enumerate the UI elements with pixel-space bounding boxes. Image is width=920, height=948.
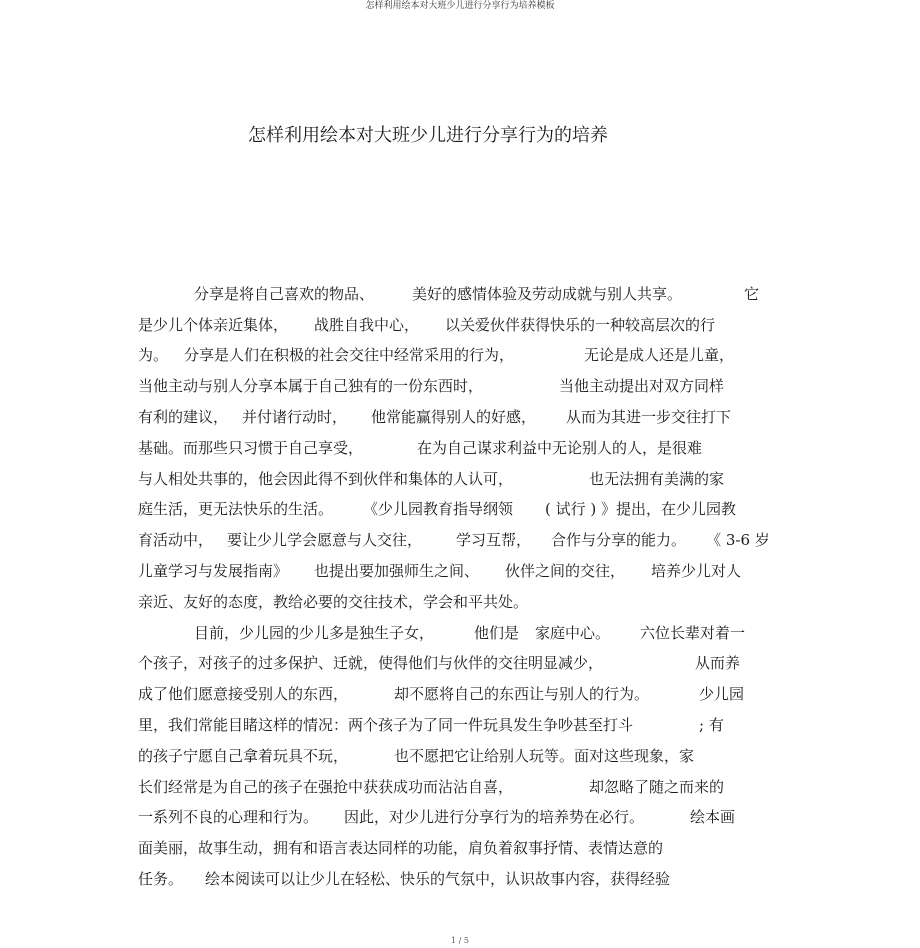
text-segment: 学习互帮，	[456, 531, 532, 550]
text-segment: 无论是成人还是儿童，	[584, 346, 735, 365]
document-title: 怎样利用绘本对大班少儿进行分享行为的培养	[248, 125, 608, 146]
text-segment: 《少儿园教育指导纲领	[363, 500, 514, 519]
text-segment: 以关爱伙伴获得快乐的一种较高层次的行	[445, 315, 716, 334]
text-segment: 却忽略了随之而来的	[589, 777, 725, 796]
text-segment: 美好的感情体验及劳动成就与别人共享。	[412, 284, 683, 303]
text-segment: 在为自己谋求利益中无论别人的人，是很难	[417, 438, 703, 457]
text-line	[138, 309, 788, 340]
text-segment: 面美丽，故事生动，拥有和语言表达同样的功能，肩负着叙事抒情、表情达意的	[138, 839, 664, 858]
text-segment: 为。	[138, 346, 169, 365]
text-line	[138, 617, 788, 648]
text-line	[138, 709, 788, 740]
text-segment: 伙伴之间的交往，	[505, 562, 626, 581]
text-segment: 他们是	[474, 623, 520, 642]
text-segment: 个孩子，对孩子的过多保护、迁就，使得他们与伙伴的交往明显减少，	[138, 654, 604, 673]
running-header: 怎样利用绘本对大班少儿进行分享行为培养模板	[365, 1, 555, 11]
text-segment: 成了他们愿意接受别人的东西，	[138, 685, 349, 704]
text-segment: 目前，少儿园的少儿多是独生子女，	[194, 623, 435, 642]
text-segment: 的孩子宁愿自己拿着玩具不玩，	[138, 746, 349, 765]
text-segment: 培养少儿对人	[651, 562, 742, 581]
text-segment: 他常能赢得别人的好感，	[371, 408, 537, 427]
text-segment: 也无法拥有美满的家	[589, 469, 725, 488]
text-segment: 当他主动提出对双方同样	[559, 377, 725, 396]
text-line	[138, 524, 788, 555]
text-segment: 却不愿将自己的东西让与别人的行为。	[394, 685, 650, 704]
text-segment: 一系列不良的心理和行为。	[138, 808, 319, 827]
text-segment: 长们经常是为自己的孩子在强抢中获获成功而沾沾自喜，	[138, 777, 514, 796]
text-segment: 从而养	[695, 654, 741, 673]
text-segment: 亲近、友好的态度，教给必要的交往技术，学会和平共处。	[138, 592, 529, 611]
text-segment: 儿童学习与发展指南》	[138, 562, 289, 581]
text-segment: 与人相处共事的，他会因此得不到伙伴和集体的人认可，	[138, 469, 514, 488]
text-segment: 也提出要加强师生之间、	[314, 562, 480, 581]
text-line	[138, 370, 788, 401]
text-segment: 当他主动与别人分享本属于自己独有的一份东西时，	[138, 377, 484, 396]
text-segment: 育活动中，	[138, 531, 214, 550]
text-segment: 是少儿个体亲近集体，	[138, 315, 289, 334]
text-segment: 里，我们常能目睹这样的情况：两个孩子为了同一件玩具发生争吵甚至打斗	[138, 716, 634, 735]
text-segment: ; 有	[699, 716, 724, 735]
text-segment: 分享是人们在积极的社会交往中经常采用的行为，	[184, 346, 515, 365]
text-line	[138, 740, 788, 771]
text-line	[138, 494, 788, 525]
text-segment: 绘本画	[690, 808, 736, 827]
text-line	[138, 340, 788, 371]
text-line	[138, 832, 788, 863]
text-segment: 《 3-6 岁	[706, 531, 770, 550]
text-segment: 庭生活，更无法快乐的生活。	[138, 500, 334, 519]
text-line	[138, 802, 788, 833]
text-line	[138, 586, 788, 617]
text-segment: 少儿园	[699, 685, 745, 704]
text-segment: 六位长辈对着一	[640, 623, 746, 642]
text-segment: ( 试行 ) 》提出，在少儿园教	[545, 500, 737, 519]
text-segment: 它	[744, 284, 760, 303]
text-segment: 基础。而那些只习惯于自己享受，	[138, 438, 364, 457]
text-line	[138, 278, 788, 309]
text-line	[138, 401, 788, 432]
text-segment: 从而为其进一步交往打下	[566, 408, 732, 427]
text-segment: 因此，对少儿进行分享行为的培养势在必行。	[344, 808, 645, 827]
text-segment: 有利的建议，	[138, 408, 229, 427]
body-text	[138, 278, 788, 894]
text-line	[138, 771, 788, 802]
page-number: 1 / 5	[451, 936, 469, 945]
text-line	[138, 863, 788, 894]
text-line	[138, 678, 788, 709]
text-segment: 合作与分享的能力。	[551, 531, 687, 550]
text-line	[138, 463, 788, 494]
text-segment: 战胜自我中心，	[314, 315, 420, 334]
text-segment: 并付诸行动时，	[242, 408, 348, 427]
text-line	[138, 432, 788, 463]
text-segment: 要让少儿学会愿意与人交往，	[227, 531, 423, 550]
text-line	[138, 648, 788, 679]
text-segment: 分享是将自己喜欢的物品、	[194, 284, 375, 303]
text-segment: 家庭中心。	[535, 623, 611, 642]
text-segment: 也不愿把它让给别人玩等。面对这些现象，家	[394, 746, 695, 765]
text-segment: 任务。	[138, 870, 184, 889]
text-line	[138, 555, 788, 586]
text-segment: 绘本阅读可以让少儿在轻松、快乐的气氛中，认识故事内容，获得经验	[205, 870, 671, 889]
